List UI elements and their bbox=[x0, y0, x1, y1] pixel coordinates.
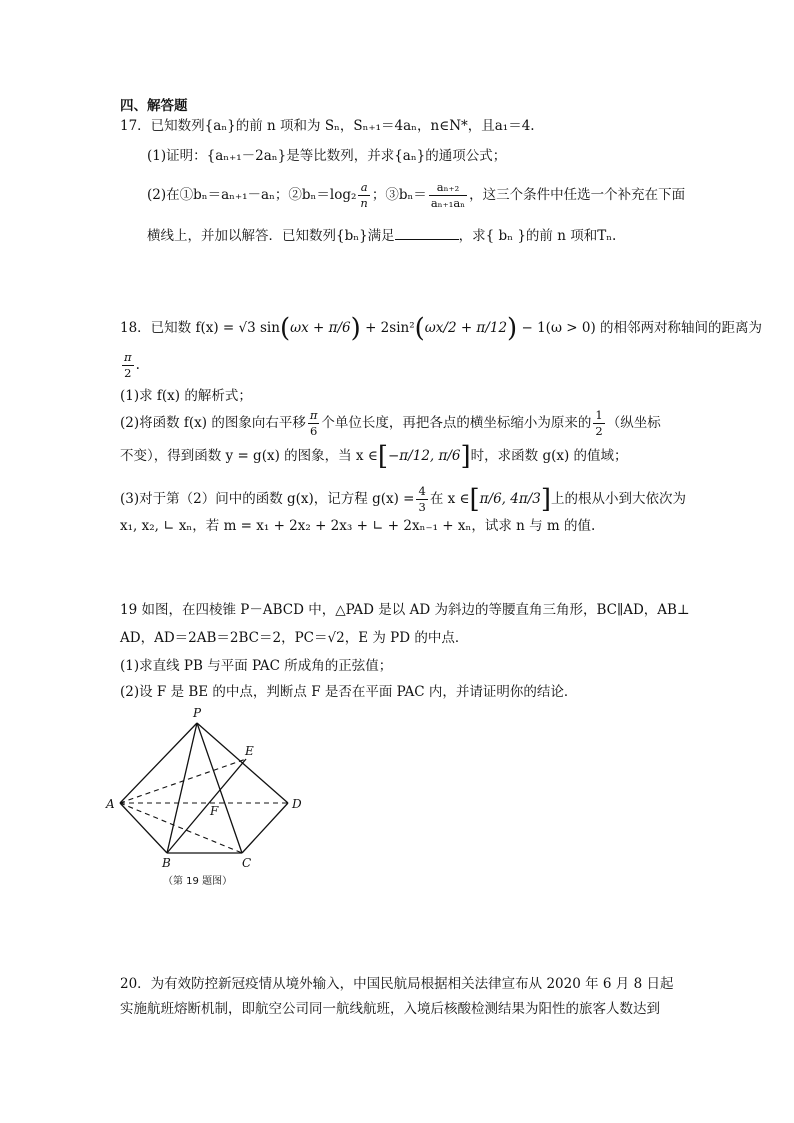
q19-line1: 19 如图，在四棱锥 P－ABCD 中，△PAD 是以 AD 为斜边的等腰直角三角形，BC∥AD，AB⊥ bbox=[120, 602, 690, 618]
q17-part3-text-a: 横线上，并加以解答．已知数列{bₙ}满足 bbox=[147, 228, 395, 244]
q17-part2-text-a: (2)在①bₙ＝aₙ₊₁－aₙ；②bₙ＝log₂ bbox=[147, 187, 357, 203]
q18-part2-text-b: 个单位长度，再把各点的横坐标缩小为原来的 bbox=[321, 415, 592, 431]
section-title: 四、解答题 bbox=[120, 98, 188, 114]
frac-numerator: π bbox=[124, 350, 132, 364]
q18-line1 bbox=[120, 313, 763, 344]
frac-numerator: 4 bbox=[418, 484, 426, 498]
q17-frac-1 bbox=[358, 180, 369, 211]
q18-frac-pi-6 bbox=[308, 408, 320, 439]
q18-text-b: + 2sin² bbox=[360, 320, 415, 336]
q19-part1: (1)求直线 PB 与平面 PAC 所成角的正弦值； bbox=[120, 658, 393, 674]
label-A: A bbox=[106, 797, 115, 811]
q18-paren2: ωx/2 + π/12 bbox=[424, 320, 508, 336]
label-E: E bbox=[245, 744, 254, 758]
label-C: C bbox=[242, 856, 252, 870]
q20-line1: 20．为有效防控新冠疫情从境外输入，中国民航局根据相关法律宣布从 2020 年 6 月 8 日起 bbox=[120, 976, 674, 992]
paren-close: ) bbox=[507, 313, 518, 344]
q17-frac-2 bbox=[429, 180, 467, 211]
q18-frac-pi-2 bbox=[122, 350, 134, 381]
q18-text-a: 18．已知数 f(x) = √3 sin bbox=[120, 320, 280, 336]
q17-part1: (1)证明：{aₙ₊₁－2aₙ}是等比数列，并求{aₙ}的通项公式； bbox=[147, 148, 507, 164]
q18-part5: x₁, x₂, ∟ xₙ，若 m = x₁ + 2x₂ + 2x₃ + ∟ + 2xₙ₋₁ + xₙ，试求 n 与 m 的值. bbox=[120, 518, 596, 534]
q17-part2-text-b: ；③bₙ＝ bbox=[371, 187, 427, 203]
diag-AC-hidden bbox=[120, 803, 242, 853]
answer-blank[interactable] bbox=[395, 227, 459, 240]
frac-denominator: n bbox=[360, 196, 368, 210]
q19-part2: (2)设 F 是 BE 的中点，判断点 F 是否在平面 PAC 内，并请证明你的结论． bbox=[120, 684, 578, 700]
edge-PA bbox=[120, 723, 197, 803]
paren-open: ( bbox=[279, 313, 291, 344]
frac-numerator: 1 bbox=[595, 408, 603, 422]
bracket-open: [ bbox=[469, 484, 480, 515]
frac-denominator: 2 bbox=[595, 424, 603, 438]
frac-denominator: 3 bbox=[418, 500, 426, 514]
edge-PB bbox=[167, 723, 197, 853]
label-D: D bbox=[292, 797, 302, 811]
q20-line2: 实施航班熔断机制，即航空公司同一航线航班，入境后核酸检测结果为阳性的旅客人数达到 bbox=[120, 1001, 660, 1017]
q18-part4-text-c: 上的根从小到大依次为 bbox=[551, 491, 687, 507]
q17-part3 bbox=[147, 226, 616, 246]
bracket-close: ] bbox=[540, 484, 552, 515]
figure-caption: （第 19 题图） bbox=[163, 876, 233, 887]
paren-close: ) bbox=[350, 313, 361, 344]
q18-part2-text-a: (2)将函数 f(x) 的图象向右平移 bbox=[120, 415, 306, 431]
bracket-close: ] bbox=[460, 441, 471, 472]
label-P: P bbox=[193, 706, 202, 720]
frac-numerator: a bbox=[358, 180, 369, 196]
frac-denominator: aₙ₊₁aₙ bbox=[430, 196, 466, 210]
label-F: F bbox=[210, 804, 219, 818]
q18-part3 bbox=[120, 441, 628, 472]
q18-part2-text-c: （纵坐标 bbox=[606, 415, 661, 431]
q18-part2 bbox=[120, 408, 661, 439]
q18-part3-text-a: 不变），得到函数 y = g(x) 的图象，当 x ∈ bbox=[120, 448, 378, 464]
frac-numerator: aₙ₊₂ bbox=[429, 180, 467, 196]
q18-frac-4-3 bbox=[416, 484, 427, 515]
q18-part3-text-b: 时，求函数 g(x) 的值域； bbox=[470, 448, 628, 464]
edge-CD bbox=[242, 803, 288, 853]
frac-denominator: 2 bbox=[124, 366, 132, 380]
q18-line2 bbox=[120, 350, 140, 381]
q18-part4 bbox=[120, 484, 686, 515]
q18-paren1: ωx + π/6 bbox=[290, 320, 351, 336]
edge-AB bbox=[120, 803, 167, 853]
q18-frac-half bbox=[593, 408, 604, 439]
bracket-open: [ bbox=[377, 441, 388, 472]
q17-part3-text-b: ，求{ bₙ }的前 n 项和Tₙ. bbox=[458, 228, 617, 244]
label-B: B bbox=[162, 856, 171, 870]
q17-part2-text-c: ，这三个条件中任选一个补充在下面 bbox=[469, 187, 686, 203]
frac-denominator: 6 bbox=[309, 424, 318, 438]
q18-period: . bbox=[135, 357, 140, 373]
q17-stem: 17．已知数列{aₙ}的前 n 项和为 Sₙ，Sₙ₊₁＝4aₙ，n∈N*，且a₁＝4. bbox=[120, 118, 535, 134]
pyramid-figure bbox=[100, 705, 320, 875]
q18-part4-text-b: 在 x ∈ bbox=[429, 491, 470, 507]
q18-text-c: − 1(ω > 0) 的相邻两对称轴间的距离为 bbox=[517, 320, 763, 336]
frac-numerator: π bbox=[309, 408, 318, 422]
q18-part4-text-a: (3)对于第（2）问中的函数 g(x)，记方程 g(x) = bbox=[120, 491, 415, 507]
q18-part1: (1)求 f(x) 的解析式； bbox=[120, 388, 252, 404]
q17-part2 bbox=[147, 176, 685, 214]
paren-open: ( bbox=[414, 313, 425, 344]
q19-line2: AD，AD＝2AB＝2BC＝2，PC＝√2，E 为 PD 的中点． bbox=[120, 630, 469, 646]
q18-interval-2: π/6, 4π/3 bbox=[479, 491, 541, 507]
q18-interval-1: −π/12, π/6 bbox=[388, 448, 461, 464]
